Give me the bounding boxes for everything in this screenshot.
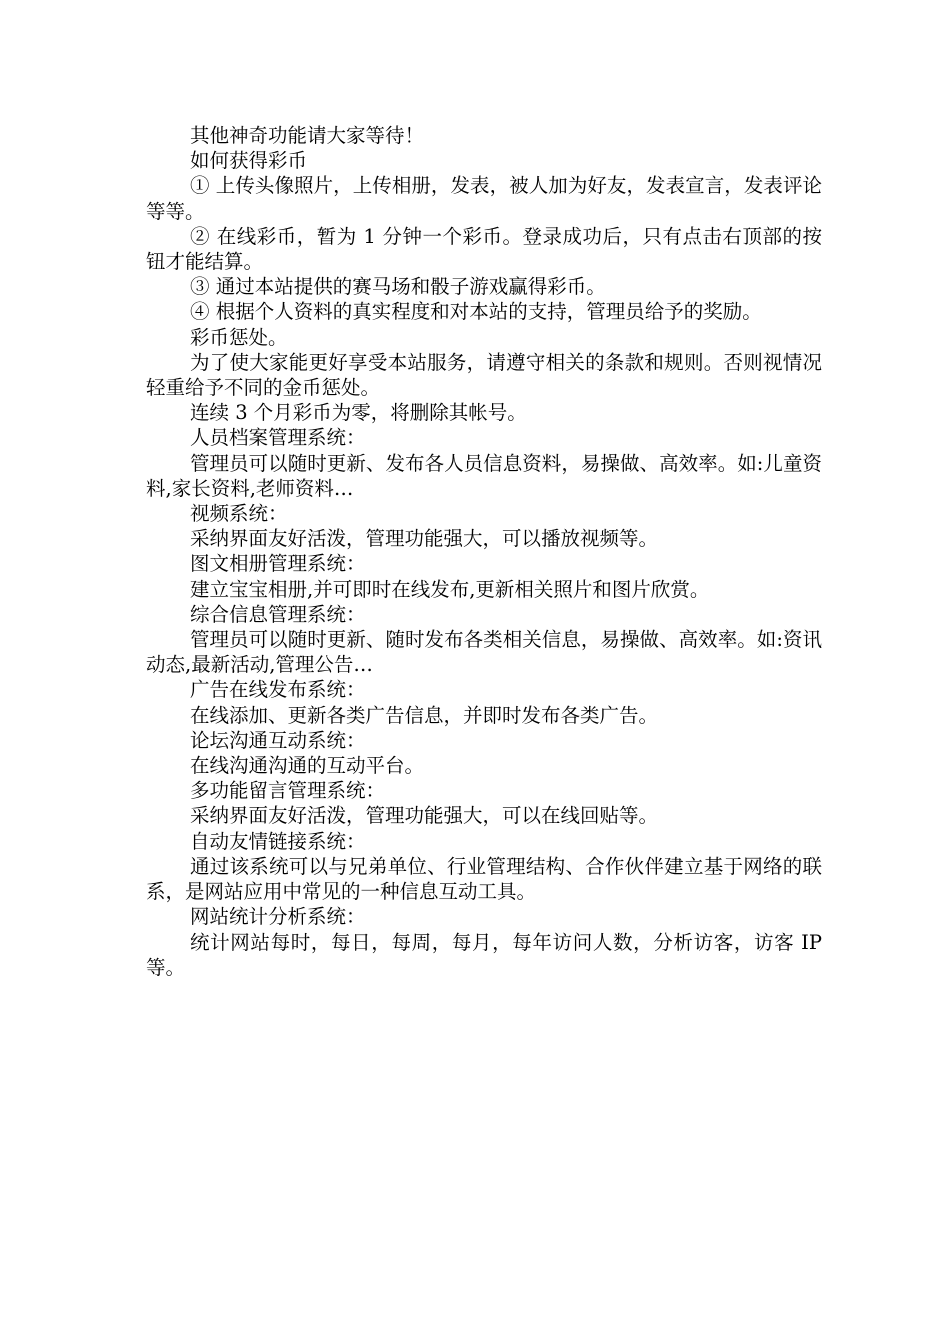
paragraph-link-system: 通过该系统可以与兄弟单位、行业管理结构、合作伙伴建立基于网络的联系，是网站应用中常见的一种信息互动工具。 — [146, 854, 822, 904]
paragraph-ad-system: 在线添加、更新各类广告信息，并即时发布各类广告。 — [190, 703, 659, 727]
heading-album-system: 图文相册管理系统： — [190, 552, 366, 576]
heading-ad-system: 广告在线发布系统： — [190, 678, 366, 702]
paragraph-coin-method-4: ④ 根据个人资料的真实程度和对本站的支持，管理员给予的奖励。 — [190, 300, 762, 324]
paragraph-coin-method-3: ③ 通过本站提供的赛马场和骰子游戏赢得彩币。 — [190, 275, 606, 299]
heading-message-system: 多功能留言管理系统： — [190, 779, 386, 803]
paragraph-album-system: 建立宝宝相册,并可即时在线发布,更新相关照片和图片欣赏。 — [190, 577, 710, 601]
paragraph-coin-method-2: ② 在线彩币，暂为 1 分钟一个彩币。登录成功后，只有点击右顶部的按钮才能结算。 — [146, 224, 822, 274]
paragraph-stats-system: 统计网站每时，每日，每周，每月，每年访问人数，分析访客，访客 IP 等。 — [146, 930, 822, 979]
paragraph-message-system: 采纳界面友好活泼，管理功能强大，可以在线回贴等。 — [190, 804, 659, 828]
heading-info-system: 综合信息管理系统： — [190, 602, 366, 626]
paragraph-info-system: 管理员可以随时更新、随时发布各类相关信息，易操做、高效率。如:资讯动态,最新活动,管理公告… — [146, 628, 822, 677]
paragraph-forum-system: 在线沟通沟通的互动平台。 — [190, 754, 425, 778]
heading-video-system: 视频系统： — [190, 502, 288, 526]
paragraph-coin-method-1: ① 上传头像照片，上传相册，发表，被人加为好友，发表宣言，发表评论等等。 — [146, 174, 822, 223]
heading-how-to-get-coins: 如何获得彩币 — [190, 149, 308, 173]
document-body — [146, 123, 822, 980]
paragraph-account-deletion: 连续 3 个月彩币为零，将删除其帐号。 — [190, 401, 527, 425]
heading-stats-system: 网站统计分析系统： — [190, 905, 366, 929]
heading-personnel-system: 人员档案管理系统： — [190, 426, 366, 450]
heading-forum-system: 论坛沟通互动系统： — [190, 728, 366, 752]
heading-coin-penalty: 彩币惩处。 — [190, 325, 288, 349]
paragraph-video-system: 采纳界面友好活泼，管理功能强大，可以播放视频等。 — [190, 527, 659, 551]
paragraph-personnel-system: 管理员可以随时更新、发布各人员信息资料，易操做、高效率。如:儿童资料,家长资料,老师资料… — [146, 451, 822, 500]
paragraph-other-features: 其他神奇功能请大家等待！ — [190, 124, 425, 147]
paragraph-coin-penalty-rules: 为了使大家能更好享受本站服务，请遵守相关的条款和规则。否则视情况轻重给予不同的金币惩处。 — [146, 350, 822, 400]
heading-link-system: 自动友情链接系统： — [190, 829, 366, 853]
